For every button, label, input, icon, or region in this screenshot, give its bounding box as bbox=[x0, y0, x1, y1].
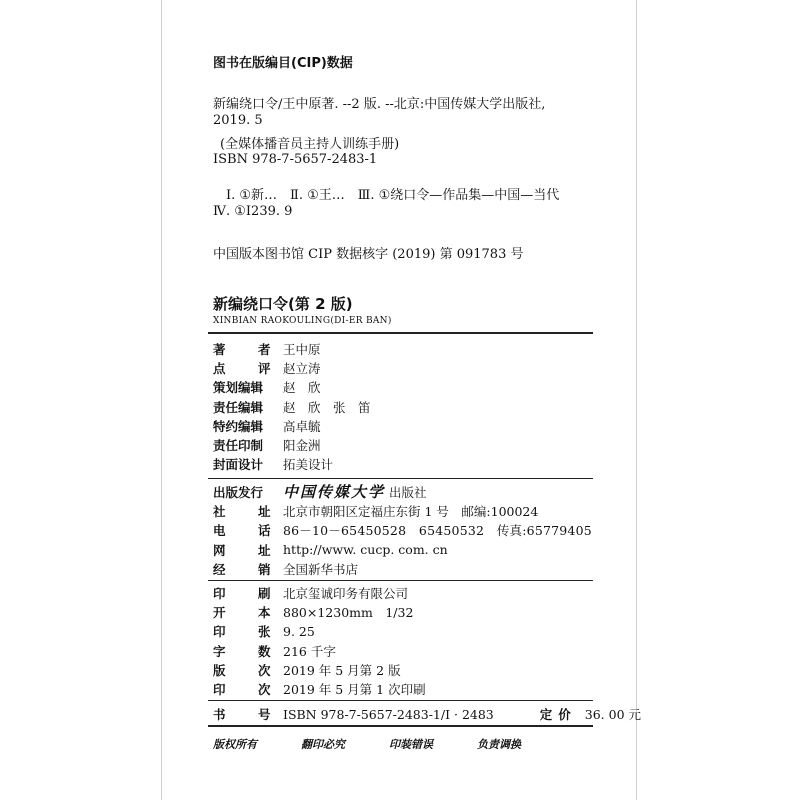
cip-line-2: 2019. 5 bbox=[213, 113, 263, 128]
printing-label: 字 数 bbox=[213, 643, 281, 659]
printing-value: 880×1230mm 1/32 bbox=[283, 604, 414, 620]
credit-row bbox=[213, 416, 371, 435]
isbn-value: ISBN 978-7-5657-2483-1/I · 2483 bbox=[283, 706, 494, 722]
publisher-info-label: 社 址 bbox=[213, 503, 281, 519]
rights-notice bbox=[213, 736, 565, 752]
printing-row bbox=[213, 679, 426, 698]
credit-row bbox=[213, 339, 371, 358]
cip-line-4: ISBN 978-7-5657-2483-1 bbox=[213, 152, 378, 167]
printing-value: 9. 25 bbox=[283, 623, 315, 639]
credit-value: 拓美设计 bbox=[283, 457, 334, 473]
cip-verify: 中国版本图书馆 CIP 数据核字 (2019) 第 091783 号 bbox=[213, 247, 524, 262]
credit-label: 封面设计 bbox=[213, 457, 264, 473]
cip-line-1: 新编绕口令/王中原著. --2 版. --北京:中国传媒大学出版社, bbox=[213, 97, 546, 112]
credit-label: 点 评 bbox=[213, 360, 281, 376]
printing-row bbox=[213, 660, 426, 679]
credit-row bbox=[213, 435, 371, 454]
credit-row bbox=[213, 397, 371, 416]
credits-list bbox=[213, 339, 371, 474]
credit-value: 王中原 bbox=[283, 341, 321, 357]
rights-item: 印装错误 bbox=[389, 738, 433, 751]
credit-value: 赵立涛 bbox=[283, 360, 321, 376]
credit-row bbox=[213, 455, 371, 474]
divider bbox=[208, 332, 593, 334]
credit-row bbox=[213, 358, 371, 377]
publisher-address: 北京市朝阳区定福庄东街 1 号 邮编:100024 bbox=[283, 503, 539, 519]
credit-value: 赵 欣 bbox=[283, 380, 321, 396]
printing-row bbox=[213, 641, 426, 660]
publisher-block bbox=[213, 482, 592, 578]
publisher-logo: 中国传媒大学 bbox=[283, 483, 386, 502]
book-title: 新编绕口令(第 2 版) bbox=[213, 295, 353, 313]
credit-label: 著 者 bbox=[213, 341, 281, 357]
cip-heading: 图书在版编目(CIP)数据 bbox=[213, 56, 353, 71]
book-pinyin: XINBIAN RAOKOULING(DI-ER BAN) bbox=[213, 316, 392, 326]
publisher-info-row bbox=[213, 501, 592, 520]
printing-block bbox=[213, 583, 426, 699]
rights-item: 翻印必究 bbox=[301, 738, 345, 751]
cip-class-1: Ⅰ. ①新… Ⅱ. ①王… Ⅲ. ①绕口令—作品集—中国—当代 bbox=[226, 188, 560, 203]
credit-value: 赵 欣 张 笛 bbox=[283, 399, 371, 415]
printing-label: 印 张 bbox=[213, 624, 281, 640]
credit-label: 特约编辑 bbox=[213, 418, 264, 434]
publisher-info-row bbox=[213, 559, 592, 578]
publisher-row bbox=[213, 482, 592, 501]
printing-value: 216 千字 bbox=[283, 643, 336, 659]
publisher-info-label: 电 话 bbox=[213, 523, 281, 539]
publisher-website: http://www. cucp. com. cn bbox=[283, 542, 448, 558]
publisher-info-label: 经 销 bbox=[213, 561, 281, 577]
rights-item: 版权所有 bbox=[213, 738, 257, 751]
cip-class-2: Ⅳ. ①I239. 9 bbox=[213, 204, 293, 219]
publisher-label: 出版发行 bbox=[213, 484, 264, 500]
isbn-row bbox=[213, 705, 641, 723]
rights-item: 负责调换 bbox=[477, 738, 521, 751]
publisher-phone: 86－10－65450528 65450532 传真:65779405 bbox=[283, 523, 592, 539]
divider bbox=[208, 700, 593, 701]
printing-value: 2019 年 5 月第 2 版 bbox=[283, 662, 401, 678]
credit-row bbox=[213, 378, 371, 397]
credit-value: 高卓毓 bbox=[283, 418, 321, 434]
publisher-info-row bbox=[213, 521, 592, 540]
printing-label: 印 刷 bbox=[213, 585, 281, 601]
isbn-label: 书 号 bbox=[213, 707, 281, 722]
divider bbox=[208, 478, 593, 479]
price-label: 定价 bbox=[539, 707, 577, 722]
publisher-info-row bbox=[213, 540, 592, 559]
publisher-distributor: 全国新华书店 bbox=[283, 561, 359, 577]
divider bbox=[208, 580, 593, 581]
printing-label: 印 次 bbox=[213, 682, 281, 698]
printing-label: 开 本 bbox=[213, 604, 281, 620]
credit-label: 责任印制 bbox=[213, 438, 264, 454]
credit-value: 阳金洲 bbox=[283, 438, 321, 454]
printing-value: 北京玺诚印务有限公司 bbox=[283, 585, 409, 601]
price-value: 36. 00 元 bbox=[584, 707, 642, 722]
credit-label: 责任编辑 bbox=[213, 399, 264, 415]
page-edge-right bbox=[636, 0, 637, 800]
divider bbox=[208, 725, 593, 727]
publisher-suffix: 出版社 bbox=[389, 484, 427, 500]
printing-row bbox=[213, 602, 426, 621]
printing-row bbox=[213, 583, 426, 602]
printing-row bbox=[213, 622, 426, 641]
credit-label: 策划编辑 bbox=[213, 380, 264, 396]
page-edge-left bbox=[161, 0, 162, 800]
cip-line-3: (全媒体播音员主持人训练手册) bbox=[220, 137, 400, 152]
publisher-info-label: 网 址 bbox=[213, 542, 281, 558]
printing-value: 2019 年 5 月第 1 次印刷 bbox=[283, 682, 426, 698]
printing-label: 版 次 bbox=[213, 662, 281, 678]
